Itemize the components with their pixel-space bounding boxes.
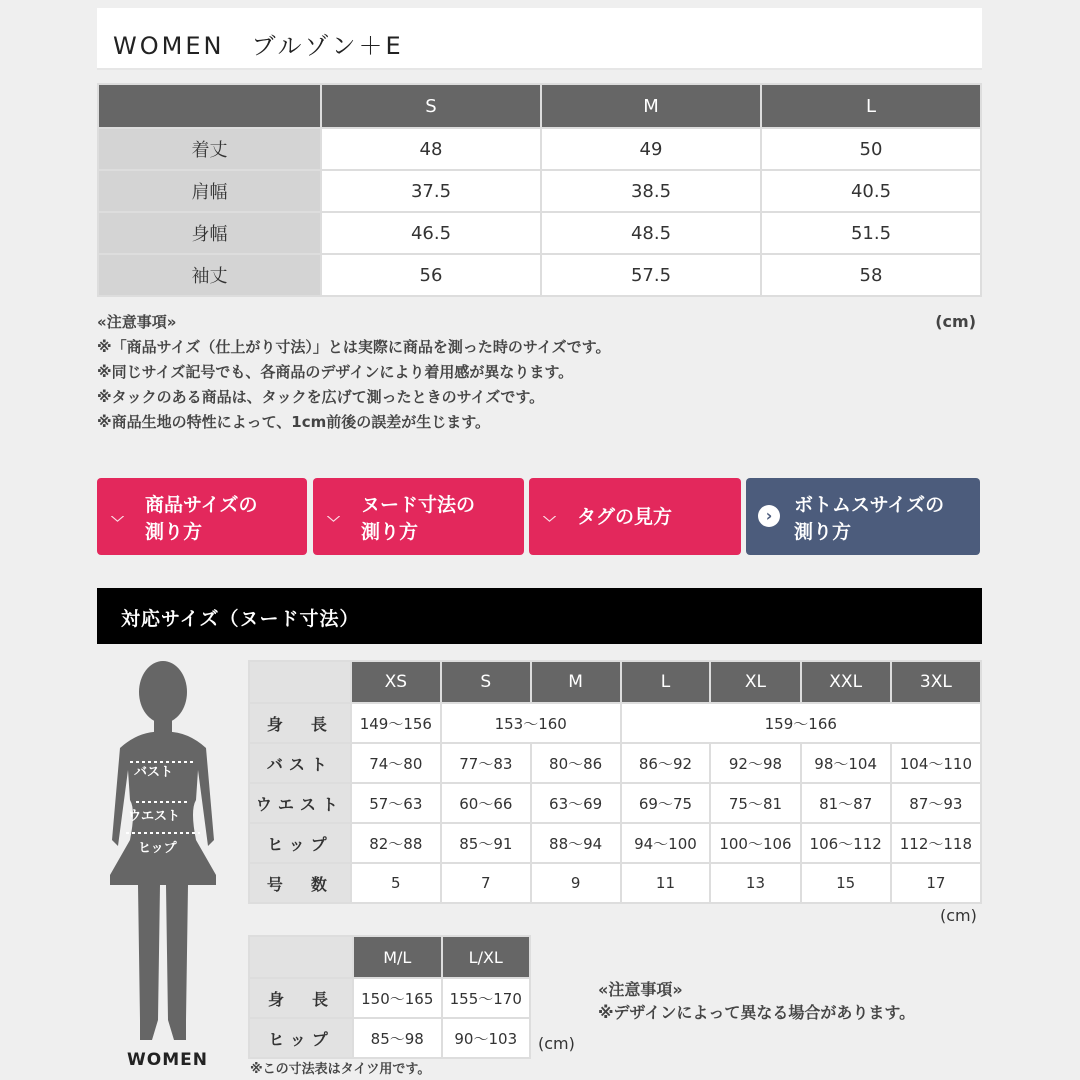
cell: 94〜100 bbox=[621, 823, 711, 863]
cell: 90〜103 bbox=[442, 1018, 531, 1058]
cell: 37.5 bbox=[321, 170, 541, 212]
button-label-line2: 測り方 bbox=[145, 521, 203, 543]
cell: 57.5 bbox=[541, 254, 761, 296]
button-label-line1: 商品サイズの bbox=[145, 494, 258, 516]
note-line: ※商品生地の特性によって、1cm前後の誤差が生じます。 bbox=[97, 413, 491, 431]
cell: 50 bbox=[761, 128, 981, 170]
notes-heading: «注意事項» bbox=[97, 313, 177, 331]
button-label-line1: ボトムスサイズの bbox=[794, 494, 945, 516]
table-row bbox=[98, 254, 981, 296]
chevron-down-icon: ﹀ bbox=[111, 516, 125, 531]
size-header: 3XL bbox=[891, 661, 981, 703]
size-header: L/XL bbox=[442, 936, 531, 978]
row-label: 袖丈 bbox=[98, 254, 321, 296]
nude-measure-button[interactable] bbox=[313, 478, 524, 555]
table-header-row bbox=[98, 84, 981, 128]
table-row bbox=[98, 170, 981, 212]
figure-label: ウエスト bbox=[128, 809, 181, 824]
table-row bbox=[249, 783, 981, 823]
note-line: ※デザインによって異なる場合があります。 bbox=[598, 1003, 916, 1022]
cell: 15 bbox=[801, 863, 891, 903]
row-label: 号 数 bbox=[249, 863, 351, 903]
unit-label: (cm) bbox=[538, 1034, 575, 1053]
cell: 87〜93 bbox=[891, 783, 981, 823]
section-title: 対応サイズ（ヌード寸法） bbox=[121, 608, 360, 630]
tights-note: ※この寸法表はタイツ用です。 bbox=[250, 1062, 431, 1077]
cell: 74〜80 bbox=[351, 743, 441, 783]
row-label: 身幅 bbox=[98, 212, 321, 254]
size-header: XS bbox=[351, 661, 441, 703]
cell: 80〜86 bbox=[531, 743, 621, 783]
cell: 92〜98 bbox=[710, 743, 800, 783]
row-label: ヒップ bbox=[249, 1018, 353, 1058]
row-label: 着丈 bbox=[98, 128, 321, 170]
figure-label: バスト bbox=[134, 765, 174, 780]
figure-label: ヒップ bbox=[138, 841, 177, 856]
row-label: バスト bbox=[249, 743, 351, 783]
page-title: WOMEN ブルゾン＋E bbox=[113, 32, 404, 60]
corner-cell bbox=[249, 661, 351, 703]
chevron-right-circle-icon: › bbox=[758, 505, 780, 527]
unit-label: (cm) bbox=[940, 906, 977, 925]
row-label: ウエスト bbox=[249, 783, 351, 823]
size-header: XXL bbox=[801, 661, 891, 703]
cell: 85〜91 bbox=[441, 823, 531, 863]
size-header-l: L bbox=[761, 84, 981, 128]
cell: 75〜81 bbox=[710, 783, 800, 823]
cell: 69〜75 bbox=[621, 783, 711, 823]
bottoms-size-measure-button[interactable] bbox=[746, 478, 980, 555]
table-row bbox=[98, 128, 981, 170]
cell: 11 bbox=[621, 863, 711, 903]
cell: 150〜165 bbox=[353, 978, 442, 1018]
cell: 57〜63 bbox=[351, 783, 441, 823]
cell: 100〜106 bbox=[710, 823, 800, 863]
notes-block-2 bbox=[598, 978, 915, 1024]
size-header: XL bbox=[710, 661, 800, 703]
size-header: L bbox=[621, 661, 711, 703]
row-label: ヒップ bbox=[249, 823, 351, 863]
table-header-row bbox=[249, 936, 530, 978]
cell: 48.5 bbox=[541, 212, 761, 254]
divider bbox=[97, 68, 982, 70]
body-figure-icon bbox=[100, 660, 230, 1050]
row-label: 肩幅 bbox=[98, 170, 321, 212]
table-header-row bbox=[249, 661, 981, 703]
size-header: S bbox=[441, 661, 531, 703]
chevron-down-icon: ﹀ bbox=[543, 516, 557, 531]
cell: 51.5 bbox=[761, 212, 981, 254]
section-header bbox=[97, 588, 982, 644]
table-row bbox=[249, 863, 981, 903]
table-row bbox=[249, 823, 981, 863]
cell: 9 bbox=[531, 863, 621, 903]
cell: 88〜94 bbox=[531, 823, 621, 863]
product-size-table bbox=[97, 83, 982, 297]
table-row bbox=[249, 1018, 530, 1058]
button-label-line1: タグの見方 bbox=[577, 506, 673, 528]
size-header-s: S bbox=[321, 84, 541, 128]
cell: 98〜104 bbox=[801, 743, 891, 783]
size-header: M/L bbox=[353, 936, 442, 978]
table-row bbox=[249, 743, 981, 783]
tag-guide-button[interactable] bbox=[529, 478, 741, 555]
cell: 46.5 bbox=[321, 212, 541, 254]
button-label-line1: ヌード寸法の bbox=[361, 494, 476, 516]
note-line: ※タックのある商品は、タックを広げて測ったときのサイズです。 bbox=[97, 388, 545, 406]
cell: 60〜66 bbox=[441, 783, 531, 823]
cell: 38.5 bbox=[541, 170, 761, 212]
cell: 13 bbox=[710, 863, 800, 903]
notes-heading: «注意事項» bbox=[598, 980, 683, 999]
notes-block bbox=[97, 310, 611, 435]
cell: 104〜110 bbox=[891, 743, 981, 783]
cell: 48 bbox=[321, 128, 541, 170]
row-label: 身 長 bbox=[249, 703, 351, 743]
table-row bbox=[98, 212, 981, 254]
cell: 153〜160 bbox=[441, 703, 621, 743]
corner-cell bbox=[98, 84, 321, 128]
cell: 112〜118 bbox=[891, 823, 981, 863]
chevron-down-icon: ﹀ bbox=[327, 516, 341, 531]
corner-cell bbox=[249, 936, 353, 978]
cell: 5 bbox=[351, 863, 441, 903]
button-label-line2: 測り方 bbox=[361, 521, 419, 543]
cell: 63〜69 bbox=[531, 783, 621, 823]
cell: 106〜112 bbox=[801, 823, 891, 863]
table-row bbox=[249, 978, 530, 1018]
cell: 77〜83 bbox=[441, 743, 531, 783]
button-label-line2: 測り方 bbox=[794, 521, 852, 543]
note-line: ※同じサイズ記号でも、各商品のデザインにより着用感が異なります。 bbox=[97, 363, 574, 381]
cell: 81〜87 bbox=[801, 783, 891, 823]
cell: 49 bbox=[541, 128, 761, 170]
tights-size-table bbox=[248, 935, 531, 1059]
cell: 155〜170 bbox=[442, 978, 531, 1018]
figure-caption: WOMEN bbox=[127, 1050, 208, 1070]
cell: 40.5 bbox=[761, 170, 981, 212]
note-line: ※「商品サイズ（仕上がり寸法）」とは実際に商品を測った時のサイズです。 bbox=[97, 338, 611, 356]
nude-size-table bbox=[248, 660, 982, 904]
cell: 82〜88 bbox=[351, 823, 441, 863]
unit-label: (cm) bbox=[935, 312, 976, 331]
cell: 56 bbox=[321, 254, 541, 296]
cell: 86〜92 bbox=[621, 743, 711, 783]
cell: 149〜156 bbox=[351, 703, 441, 743]
title-bar bbox=[97, 8, 982, 70]
product-size-measure-button[interactable] bbox=[97, 478, 307, 555]
table-row bbox=[249, 703, 981, 743]
cell: 7 bbox=[441, 863, 531, 903]
size-header: M bbox=[531, 661, 621, 703]
cell: 159〜166 bbox=[621, 703, 981, 743]
cell: 17 bbox=[891, 863, 981, 903]
cell: 58 bbox=[761, 254, 981, 296]
row-label: 身 長 bbox=[249, 978, 353, 1018]
size-header-m: M bbox=[541, 84, 761, 128]
cell: 85〜98 bbox=[353, 1018, 442, 1058]
